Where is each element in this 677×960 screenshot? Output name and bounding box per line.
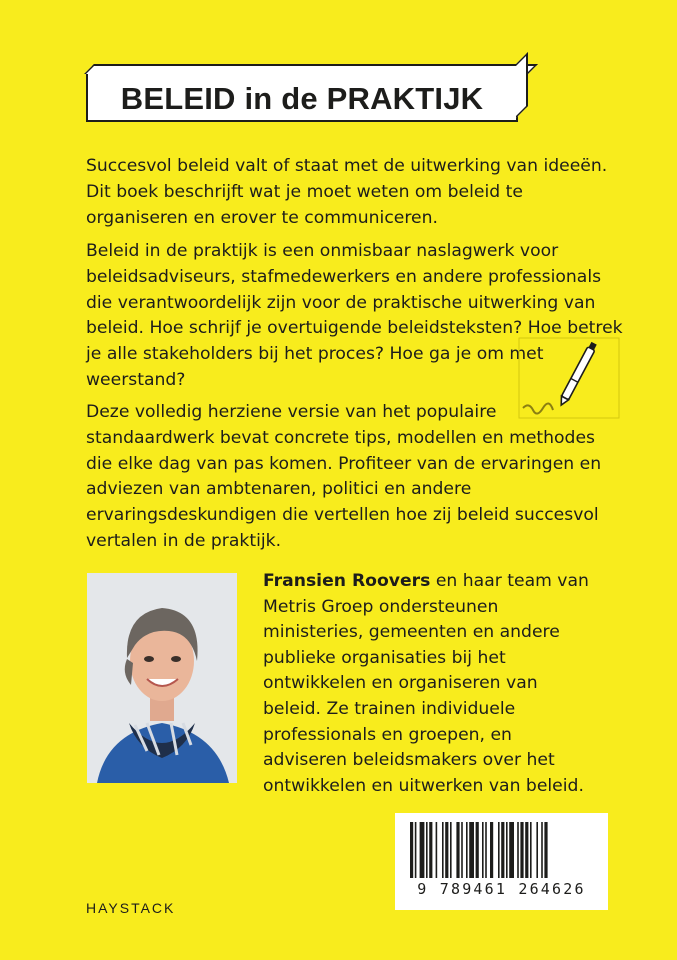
- isbn-number: 9 789461 264626: [417, 880, 586, 898]
- intro-paragraph: Succesvol beleid valt of staat met de uitwerking van ideeën. Dit boek beschrijft wat je moet weten om beleid te organiseren en erover te communiceren.: [86, 156, 608, 228]
- author-bio-text: en haar team van Metris Groep ondersteunen ministeries, gemeenten en andere publieke organisaties bij het ontwikkelen en organiseren van beleid. Ze trainen individuele professionals en groepen, en adviseren beleidsmakers over het ontwikkelen en uitwerken van beleid.: [263, 571, 589, 796]
- author-name: Fransien Roovers: [263, 571, 431, 591]
- content-paragraph: Deze volledig herziene versie van het populaire standaardwerk bevat concrete tips, modellen en methodes die elke dag van pas komen. Profiteer van de ervaringen en adviezen van ambtenaren, politici en andere ervaringsdeskundigen die vertellen hoe zij beleid succesvol vertalen in de praktijk.: [86, 402, 602, 551]
- barcode: [395, 813, 608, 910]
- author-photo: [87, 573, 237, 783]
- publisher-logo: HAYSTACK: [86, 900, 176, 916]
- author-bio: [263, 569, 593, 799]
- barcode-icon: [406, 822, 597, 880]
- title-box: [86, 72, 518, 122]
- book-title: BELEID in de PRAKTIJK: [120, 81, 484, 116]
- description-paragraph: Beleid in de praktijk is een onmisbaar naslagwerk voor beleidsadviseurs, stafmedewerkers en andere professionals die verantwoordelijk zijn voor de praktische uitwerking van beleid. Hoe schrijf je overtuigende beleidsteksten? Hoe betrek je alle stakeholders bij het proces? Hoe ga je om met weerstand?: [86, 241, 623, 390]
- pen-icon: [517, 336, 621, 420]
